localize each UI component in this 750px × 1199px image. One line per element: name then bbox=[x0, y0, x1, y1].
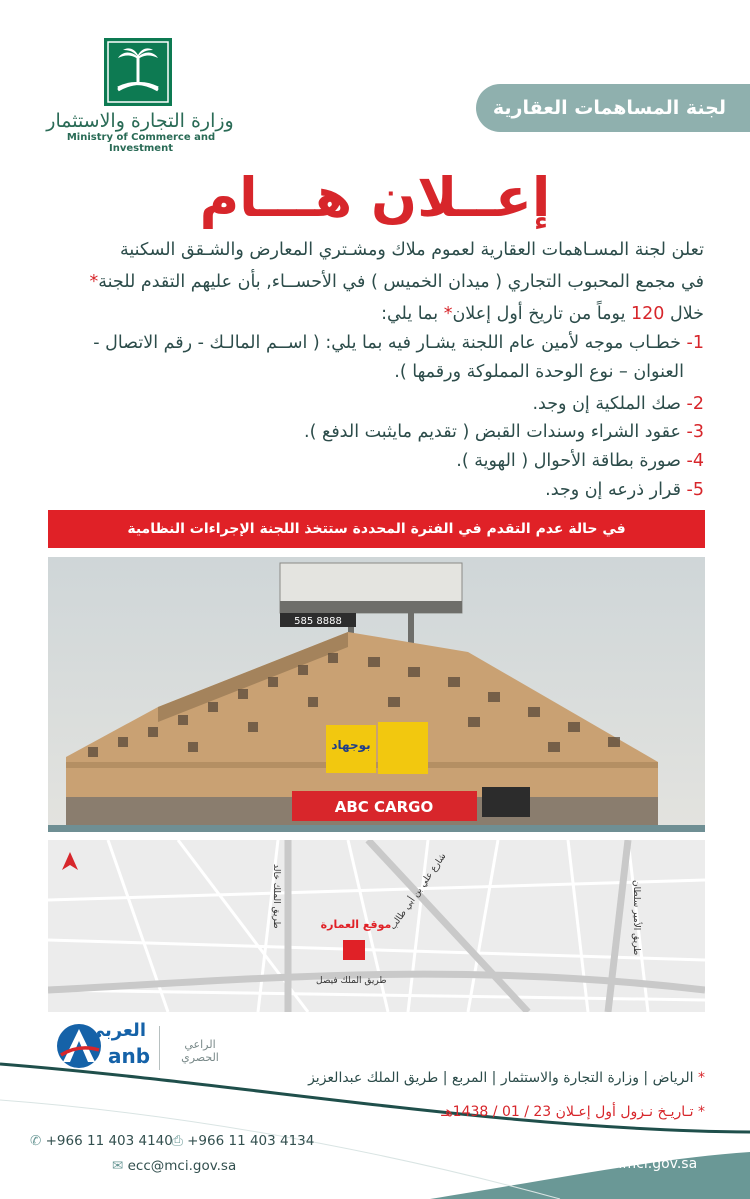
body-line-3-b: يوماً من تاريخ أول إعلان bbox=[452, 304, 626, 324]
email-icon: ✉ bbox=[112, 1158, 124, 1174]
list-text: خطـاب موجه لأمين عام اللجنة يشـار فيه بما يلي: ( اســم المالـك - رقم الاتصال - bbox=[93, 333, 681, 353]
body-line-2 bbox=[44, 272, 704, 292]
list-item bbox=[44, 394, 704, 414]
fax-number: +966 11 403 4134 bbox=[187, 1133, 315, 1149]
location-map bbox=[48, 840, 705, 1012]
phone-icon: ✆ bbox=[30, 1133, 42, 1149]
address-text: الرياض | وزارة التجارة والاستثمار | المربع | طريق الملك عبدالعزيز bbox=[308, 1070, 694, 1086]
body-line-1: تعلن لجنة المسـاهمات العقارية لعموم ملاك ومشـتري المعارض والشـقق السكنية bbox=[120, 240, 704, 260]
list-text: صك الملكية إن وجد. bbox=[532, 394, 681, 414]
ministry-logo bbox=[104, 38, 172, 106]
map-building-label: موقع العمارة bbox=[320, 918, 392, 931]
list-number: 1- bbox=[686, 333, 704, 353]
sign-cargo: ABC CARGO bbox=[334, 798, 434, 816]
palm-swords-emblem-icon bbox=[104, 38, 172, 106]
sponsor-role: الراعي الحصري bbox=[181, 1038, 219, 1064]
days-count: 120 bbox=[631, 304, 665, 324]
list-text: صورة بطاقة الأحوال ( الهوية ). bbox=[456, 451, 681, 471]
fax-icon: ⎙ bbox=[172, 1133, 183, 1149]
list-text: قرار ذرعه إن وجد. bbox=[545, 480, 681, 500]
email-contact bbox=[112, 1158, 236, 1174]
date-text: تـاريـخ نـزول أول إعـلان 23 / 01 / 1438هـ bbox=[441, 1104, 694, 1120]
map-road-khalid: طريق الملك خالد bbox=[271, 864, 281, 929]
list-text: عقود الشراء وسندات القبض ( تقديم مايثبت الدفع ). bbox=[304, 422, 681, 442]
date-star: * bbox=[698, 1104, 705, 1120]
list-number: 3- bbox=[686, 422, 704, 442]
footnote-star: * bbox=[89, 272, 99, 292]
map-road-sultan: طريق الأمير سلطان bbox=[631, 880, 641, 956]
map-road-ali: شارع علي بن أبي طالب bbox=[388, 851, 449, 932]
list-item bbox=[24, 362, 684, 382]
committee-label: لجنة المساهمات العقارية bbox=[492, 97, 726, 119]
fax-contact bbox=[172, 1133, 314, 1149]
phone-contact bbox=[30, 1133, 173, 1149]
body-line-3-a: خلال bbox=[670, 304, 704, 324]
sign-local: بوجهاد bbox=[331, 738, 371, 752]
date-line bbox=[441, 1104, 705, 1120]
list-item bbox=[44, 333, 704, 353]
warning-text: في حالة عدم التقدم في الفترة المحددة ستتخذ اللجنة الإجراءات النظامية bbox=[127, 521, 626, 537]
body-line-2-text: في مجمع المحبوب التجاري ( ميدان الخميس ) في الأحســاء, بأن عليهم التقدم للجنة bbox=[98, 272, 704, 292]
sign-phone: 585 8888 bbox=[294, 616, 342, 627]
list-number: 4- bbox=[686, 451, 704, 471]
list-number: 5- bbox=[686, 480, 704, 500]
announcement-title: إعــلان هـــام bbox=[199, 166, 551, 229]
list-text: العنوان – نوع الوحدة المملوكة ورقمها ). bbox=[394, 362, 684, 382]
building-photo bbox=[48, 557, 705, 832]
ministry-name-arabic: وزارة التجارة والاستثمار bbox=[46, 110, 234, 132]
sponsor-name-arabic: العربي bbox=[86, 1020, 146, 1041]
phone-number[interactable]: +966 11 403 4140 bbox=[45, 1133, 173, 1149]
sponsor-name-english: anb bbox=[108, 1044, 151, 1068]
list-number: 2- bbox=[686, 394, 704, 414]
list-item bbox=[44, 451, 704, 471]
map-road-faisal: طريق الملك فيصل bbox=[316, 976, 387, 986]
list-item bbox=[44, 480, 704, 500]
address-star: * bbox=[698, 1070, 705, 1086]
body-line-3-c: بما يلي: bbox=[381, 304, 439, 324]
list-item bbox=[44, 422, 704, 442]
body-line-3 bbox=[44, 304, 704, 324]
footnote-star: * bbox=[443, 304, 453, 324]
address-line bbox=[308, 1070, 705, 1086]
ministry-name-english: Ministry of Commerce and Investment bbox=[66, 132, 216, 154]
website-link[interactable]: www.mci.gov.sa bbox=[585, 1156, 698, 1172]
email-address[interactable]: ecc@mci.gov.sa bbox=[127, 1158, 237, 1174]
